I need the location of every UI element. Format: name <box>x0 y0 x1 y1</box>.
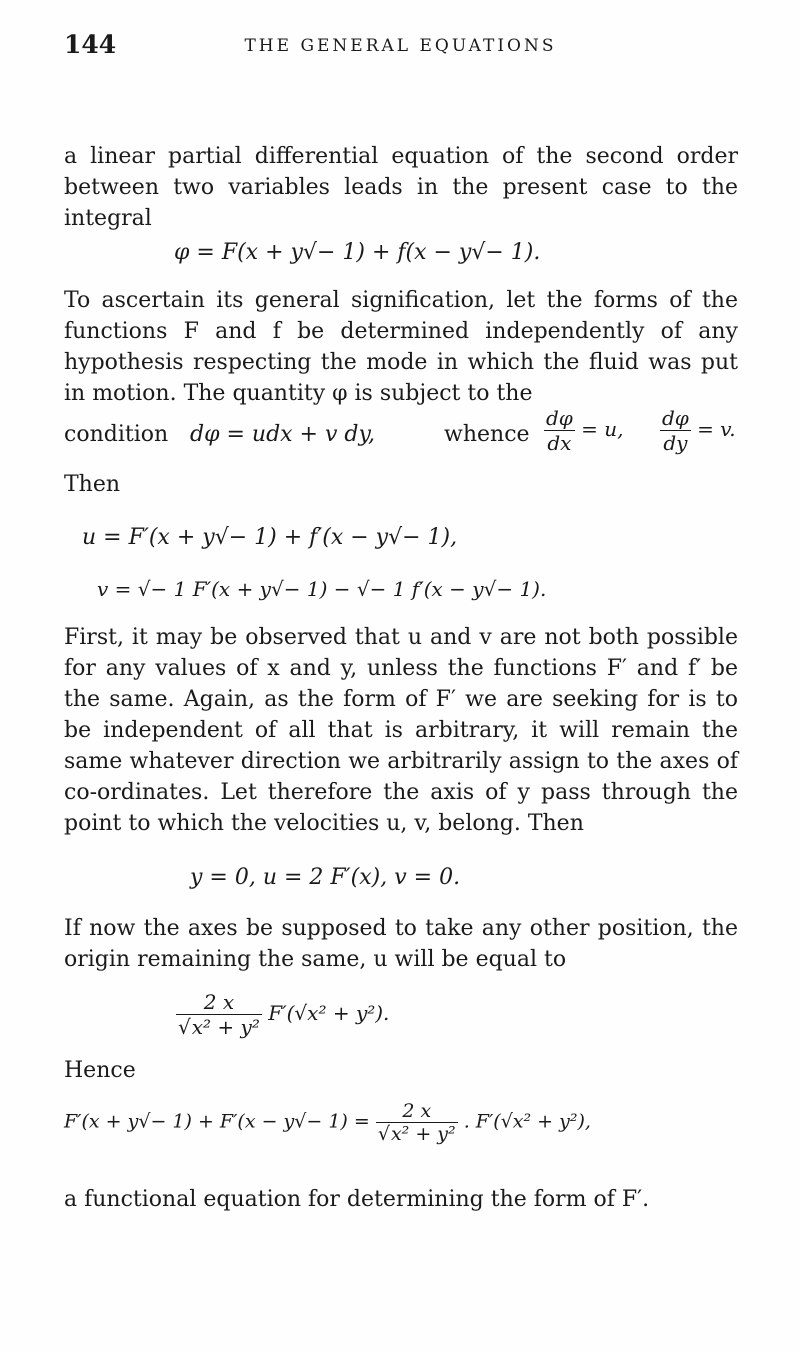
fraction-denominator: √x² + y² <box>377 1123 456 1145</box>
then-word-1: Then <box>64 472 121 497</box>
hence-rhs: . F′(√x² + y²), <box>463 1110 591 1133</box>
fraction-rhs: = v. <box>697 417 736 441</box>
fraction-numerator: 2 x <box>376 1100 458 1123</box>
hence-word: Hence <box>64 1058 136 1083</box>
fraction-rhs: = u, <box>581 417 624 441</box>
condition-word: condition <box>64 422 169 447</box>
paragraph-2: To ascertain its general signification, let the forms of the functions F and f be determined independently of any hypothesis respecting the mode in which the fluid was put in motion. The quantity φ is subject to the <box>64 288 738 406</box>
condition-line <box>64 402 738 462</box>
fraction-dphi-dx <box>544 406 624 455</box>
fraction-numerator: dφ <box>662 406 689 430</box>
fraction-numerator: dφ <box>546 406 573 430</box>
radicand: x² + y² <box>191 1015 260 1039</box>
hence-lhs: F′(x + y√− 1) + F′(x − y√− 1) = <box>64 1110 370 1133</box>
fraction-denominator: dx <box>547 431 572 455</box>
equation-hence <box>64 1100 591 1145</box>
running-head: THE GENERAL EQUATIONS <box>244 36 557 56</box>
equation-v: v = √− 1 F′(x + y√− 1) − √− 1 f′(x − y√− 1). <box>97 577 547 601</box>
paragraph-5: a functional equation for determining the form of F′. <box>64 1187 650 1212</box>
equation-condition: dφ = udx + v dy, <box>190 422 375 447</box>
equation-y-zero: y = 0, u = 2 F′(x), v = 0. <box>190 865 461 890</box>
page-header <box>64 30 737 70</box>
fraction-denominator: √x² + y² <box>178 1015 260 1039</box>
fraction-numerator: 2 x <box>176 990 262 1015</box>
page-number: 144 <box>64 30 117 59</box>
whence-word: whence <box>444 422 530 447</box>
fraction-dphi-dy <box>660 406 736 455</box>
equation-u-value <box>176 990 389 1039</box>
paragraph-4: If now the axes be supposed to take any other position, the origin remaining the same, u will be equal to <box>64 916 738 972</box>
equation-u: u = F′(x + y√− 1) + f′(x − y√− 1), <box>82 525 458 550</box>
fraction-denominator: dy <box>663 431 688 455</box>
radicand: x² + y² <box>390 1123 456 1145</box>
equation-phi: φ = F(x + y√− 1) + f(x − y√− 1). <box>174 240 541 265</box>
paragraph-3: First, it may be observed that u and v are not both possible for any values of x and y, unless the functions F′ and f′ be the same. Again, as the form of F′ we are seeking for is to be independent of all that is arbitrary, it will remain the same whatever direction we arbitrarily assign to the axes of co-ordinates. Let therefore the axis of y pass through the point to which the velocities u, v, belong. Then <box>64 625 738 836</box>
paragraph-1: a linear partial differential equation of the second order between two variables leads in the present case to the integral <box>64 144 738 231</box>
fraction-rhs: F′(√x² + y²). <box>268 1001 390 1025</box>
